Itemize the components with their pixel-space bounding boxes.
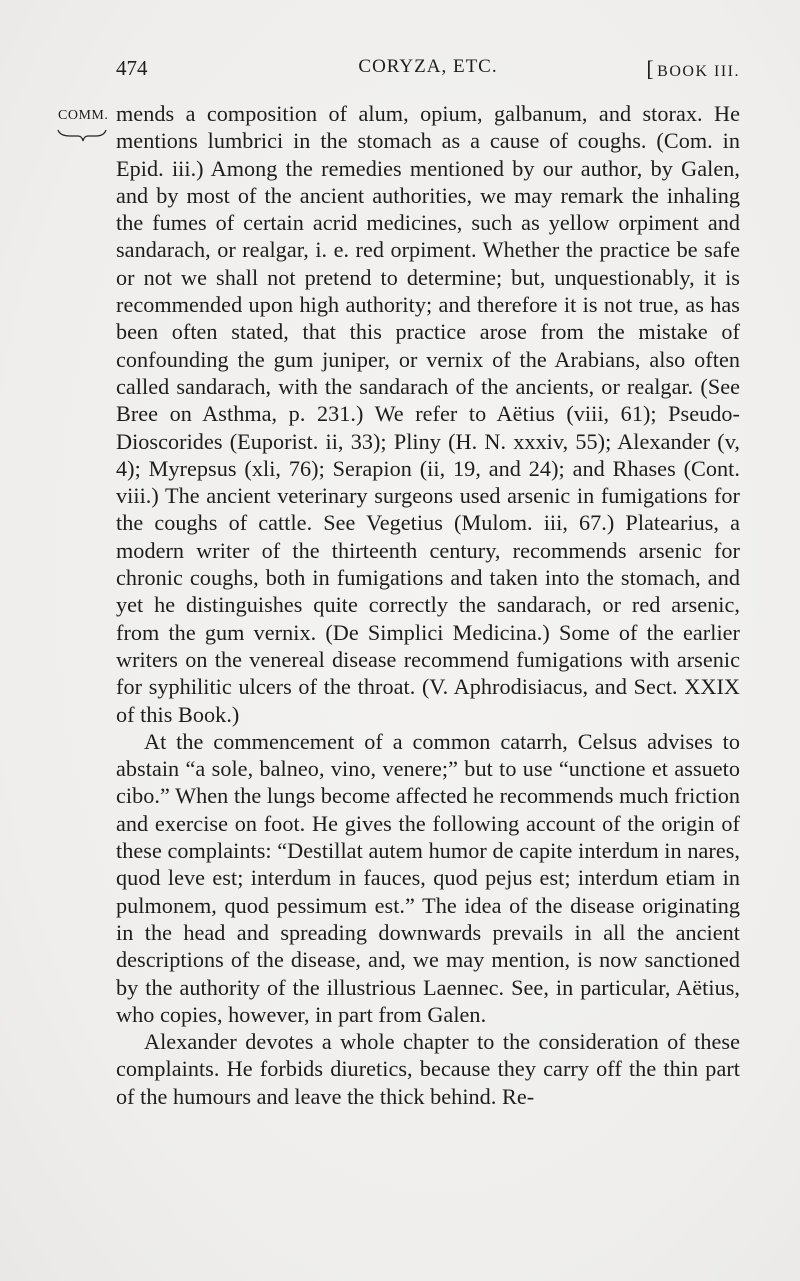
book-label: [ BOOK III. (646, 56, 740, 81)
paragraph-1: mends a composition of alum, opium, galbanum, and storax. He mentions lumbrici in the stomach as a cause of coughs. (Com. in Epid. iii.) Among the remedies mentioned by our author, by Galen, and by most of the ancient authorities, we may remark the inhaling the fumes of certain acrid medicines, such as yellow orpiment and sandarach, or realgar, i. e. red orpiment. Whether the practice be safe or not we shall not pretend to determine; but, unquestionably, it is recommended upon high authority; and therefore it is not true, as has been often stated, that this practice arose from the mistake of confounding the gum juniper, or vernix of the Arabians, also often called sandarach, with the sandarach of the ancients, or realgar. (See Bree on Asthma, p. 231.) We refer to Aëtius (viii, 61); Pseudo-Dioscorides (Euporist. ii, 33); Pliny (H. N. xxxiv, 55); Alexander (v, 4); Myrepsus (xli, 76); Serapion (ii, 19, and 24); and Rhases (Cont. viii.) The ancient veterinary surgeons used arsenic in fumigations for the coughs of cattle. See Vegetius (Mulom. iii, 67.) Platearius, a modern writer of the thirteenth century, recommends arsenic for chronic coughs, both in fumigations and taken into the stomach, and yet he distinguishes quite correctly the sandarach, or red arsenic, from the gum vernix. (De Simplici Medicina.) Some of the earlier writers on the venereal disease recommend fumigations with arsenic for syphilitic ulcers of the throat. (V. Aphrodisiacus, and Sect. XXIX of this Book.) (116, 101, 740, 727)
paragraph-2: At the commencement of a common catarrh, Celsus advises to abstain “a sole, balneo, vino, venere;” but to use “unctione et assueto cibo.” When the lungs become affected he recommends much friction and exercise on foot. He gives the following account of the origin of these complaints: “Destillat autem humor de capite interdum in nares, quod leve est; interdum in fauces, quod pejus est; interdum etiam in pulmonem, quod pessimum est.” The idea of the disease originating in the head and spreading downwards prevails in all the ancient descriptions of the disease, and, we may mention, is now sanctioned by the authority of the illustrious Laennec. See, in particular, Aëtius, who copies, however, in part from Galen. (116, 728, 740, 1027)
margin-note-comm: COMM. (58, 108, 109, 123)
body-text (116, 100, 740, 1110)
paragraph-3: Alexander devotes a whole chapter to the consideration of these complaints. He forbids diuretics, because they carry off the thin part of the humours and leave the thick behind. Re- (116, 1029, 740, 1109)
margin-brace-icon (56, 128, 108, 142)
book-label-text: BOOK III. (657, 63, 740, 80)
running-title: CORYZA, ETC. (358, 56, 498, 77)
page-number: 474 (116, 56, 148, 80)
running-header (116, 56, 740, 86)
